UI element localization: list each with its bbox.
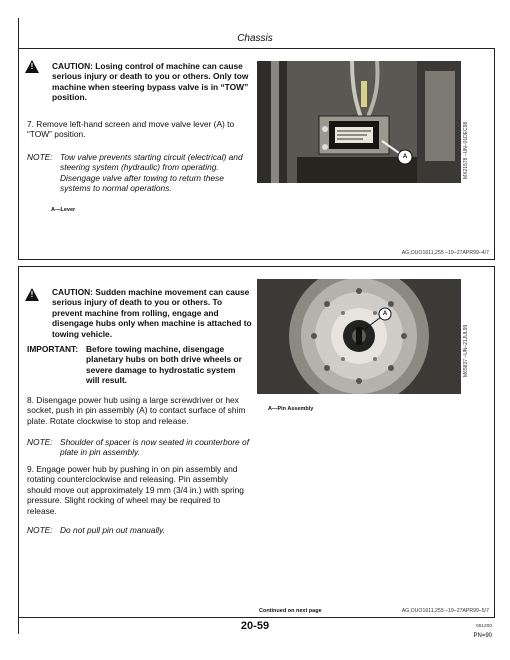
important-text: Before towing machine, disengage planetary hubs on both drive wheels or severe damage to hydrostatic system will result.	[86, 344, 242, 386]
continued-label: Continued on next page	[259, 608, 322, 614]
note-label: NOTE:	[27, 152, 53, 162]
caption: A—Pin Assembly	[268, 406, 314, 412]
page-number: 20-59	[240, 620, 270, 632]
caption: A—Lever	[51, 207, 76, 213]
photo-code: MX21578 –UN–01DEC98	[463, 121, 469, 179]
section-title: Chassis	[237, 33, 273, 44]
panel-power-hub	[18, 266, 495, 618]
doc-code: 061200	[475, 624, 492, 629]
callout-a: A	[402, 154, 408, 160]
caution-text: CAUTION: Losing control of machine can cause serious injury or death to you or others. Only tow machine when steering bypass valve is in “TOW” position.	[52, 61, 249, 103]
reference-code: AG,OUO1611,255 –19–27APR99–5/7	[401, 608, 489, 614]
important-label: IMPORTANT:	[27, 344, 79, 354]
note-text: Tow valve prevents starting circuit (electrical) and steering system (hydraulic) from operating. Disengage valve after towing to return these systems to normal operations.	[60, 152, 243, 194]
panel-tow-valve	[18, 48, 495, 260]
photo-code: M65837 –UN–21JUL99	[463, 324, 469, 377]
warning-icon: !	[25, 60, 39, 73]
note-label: NOTE:	[27, 525, 53, 535]
warning-icon: !	[25, 288, 39, 301]
note-label: NOTE:	[27, 437, 53, 447]
callout-a: A	[382, 311, 388, 317]
margin-rule-top	[18, 18, 19, 48]
photo-valve-lever	[257, 61, 461, 183]
step-9: 9. Engage power hub by pushing in on pin assembly and rotating counterclockwise and releasing. Pin assembly should move out approximately 19 mm (3/4 in.) with spring pressure. Slight rocking of wheel may be required to release.	[27, 464, 244, 516]
step-8: 8. Disengage power hub using a large screwdriver or hex socket, push in pin assembly (A) to contact surface of shim plate. Rotate clockwise to stop and release.	[27, 395, 246, 426]
pn-code: PN=90	[473, 633, 492, 639]
caution-text: CAUTION: Sudden machine movement can cause serious injury of death to you or others. To prevent machine from rolling, engage and disengage hubs only when machine is attached to towing vehicle.	[52, 287, 252, 339]
photo-pin-assembly	[257, 279, 461, 394]
note-text: Do not pull pin out manually.	[60, 525, 166, 535]
note-text: Shoulder of spacer is now seated in counterbore of plate in pin assembly.	[60, 437, 250, 458]
step-7: 7. Remove left-hand screen and move valve lever (A) to “TOW” position.	[27, 119, 235, 140]
reference-code: AG,OUO1611,255 –19–27APR99–4/7	[401, 250, 489, 256]
